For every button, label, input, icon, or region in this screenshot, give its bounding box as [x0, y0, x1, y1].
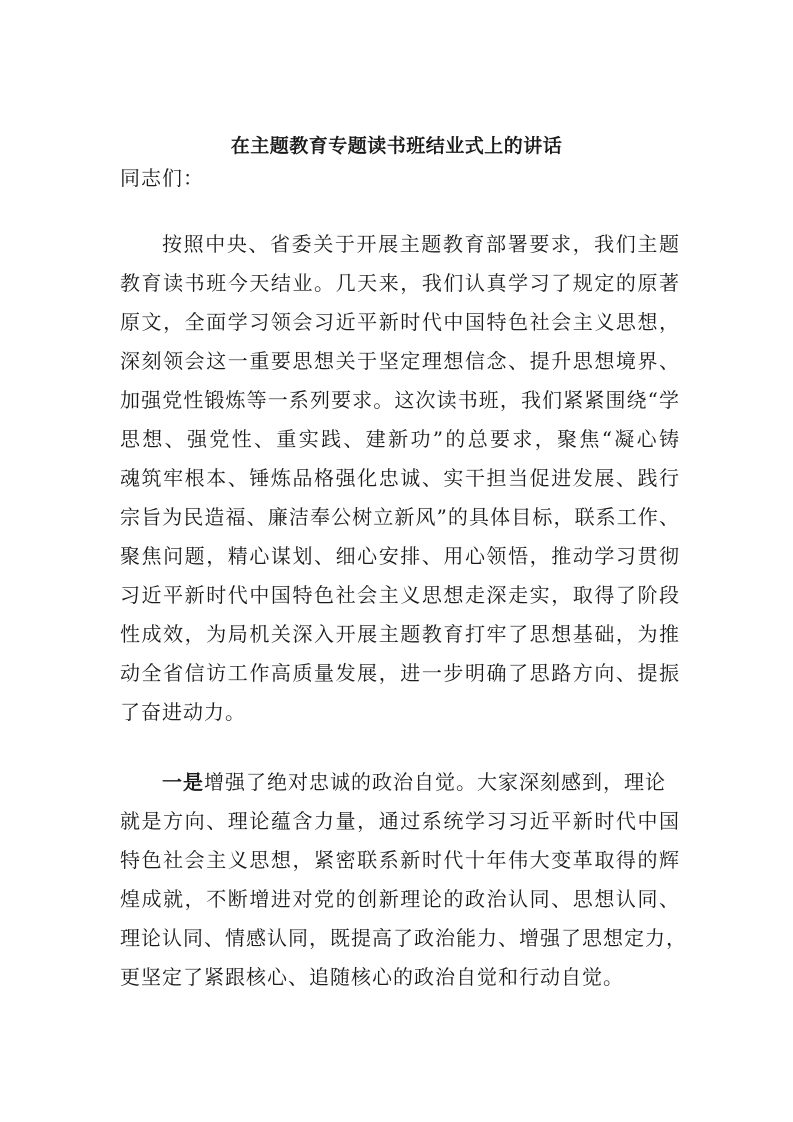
paragraph-1 — [120, 225, 680, 732]
paragraph-line: 思想、强党性、重实践、建新功”的总要求，聚焦“凝心铸 — [120, 427, 680, 451]
paragraph-line: 习近平新时代中国特色社会主义思想走深走实，取得了阶段 — [120, 583, 680, 607]
paragraph-line: 特色社会主义思想，紧密联系新时代十年伟大变革取得的辉 — [120, 848, 680, 872]
paragraph-line: 按照中央、省委关于开展主题教育部署要求，我们主题 — [162, 232, 680, 256]
paragraph-line: 魂筑牢根本、锤炼品格强化忠诚、实干担当促进发展、践行 — [120, 466, 680, 490]
paragraph-line: 理论认同、情感认同，既提高了政治能力、增强了思想定力， — [120, 926, 687, 950]
paragraph-line: 煌成就，不断增进对党的创新理论的政治认同、思想认同、 — [120, 887, 680, 911]
paragraph-first-line — [120, 763, 680, 802]
document-title: 在主题教育专题读书班结业式上的讲话 — [230, 135, 563, 157]
paragraph-line: 了奋进动力。 — [120, 700, 246, 724]
paragraph-line: 宗旨为民造福、廉洁奉公树立新风”的具体目标，联系工作、 — [120, 505, 680, 529]
paragraph-line: 加强党性锻炼等一系列要求。这次读书班，我们紧紧围绕“学 — [120, 388, 680, 412]
paragraph-2 — [120, 763, 687, 997]
paragraph-line: 教育读书班今天结业。几天来，我们认真学习了规定的原著 — [120, 271, 680, 295]
paragraph-line: 动全省信访工作高质量发展，进一步明确了思路方向、提振 — [120, 661, 680, 685]
paragraph-line: 就是方向、理论蕴含力量，通过系统学习习近平新时代中国 — [120, 809, 680, 833]
greeting: 同志们： — [120, 166, 204, 190]
paragraph-line: 深刻领会这一重要思想关于坚定理想信念、提升思想境界、 — [120, 349, 680, 373]
paragraph-lead: 一是 — [162, 770, 204, 794]
paragraph-line: 原文，全面学习领会习近平新时代中国特色社会主义思想， — [120, 310, 680, 334]
paragraph-line: 更坚定了紧跟核心、追随核心的政治自觉和行动自觉。 — [120, 965, 624, 989]
paragraph-line: 聚焦问题，精心谋划、细心安排、用心领悟，推动学习贯彻 — [120, 544, 680, 568]
paragraph-line: 性成效，为局机关深入开展主题教育打牢了思想基础，为推 — [120, 622, 680, 646]
paragraph-first-line-text: 增强了绝对忠诚的政治自觉。大家深刻感到，理论 — [204, 770, 666, 794]
